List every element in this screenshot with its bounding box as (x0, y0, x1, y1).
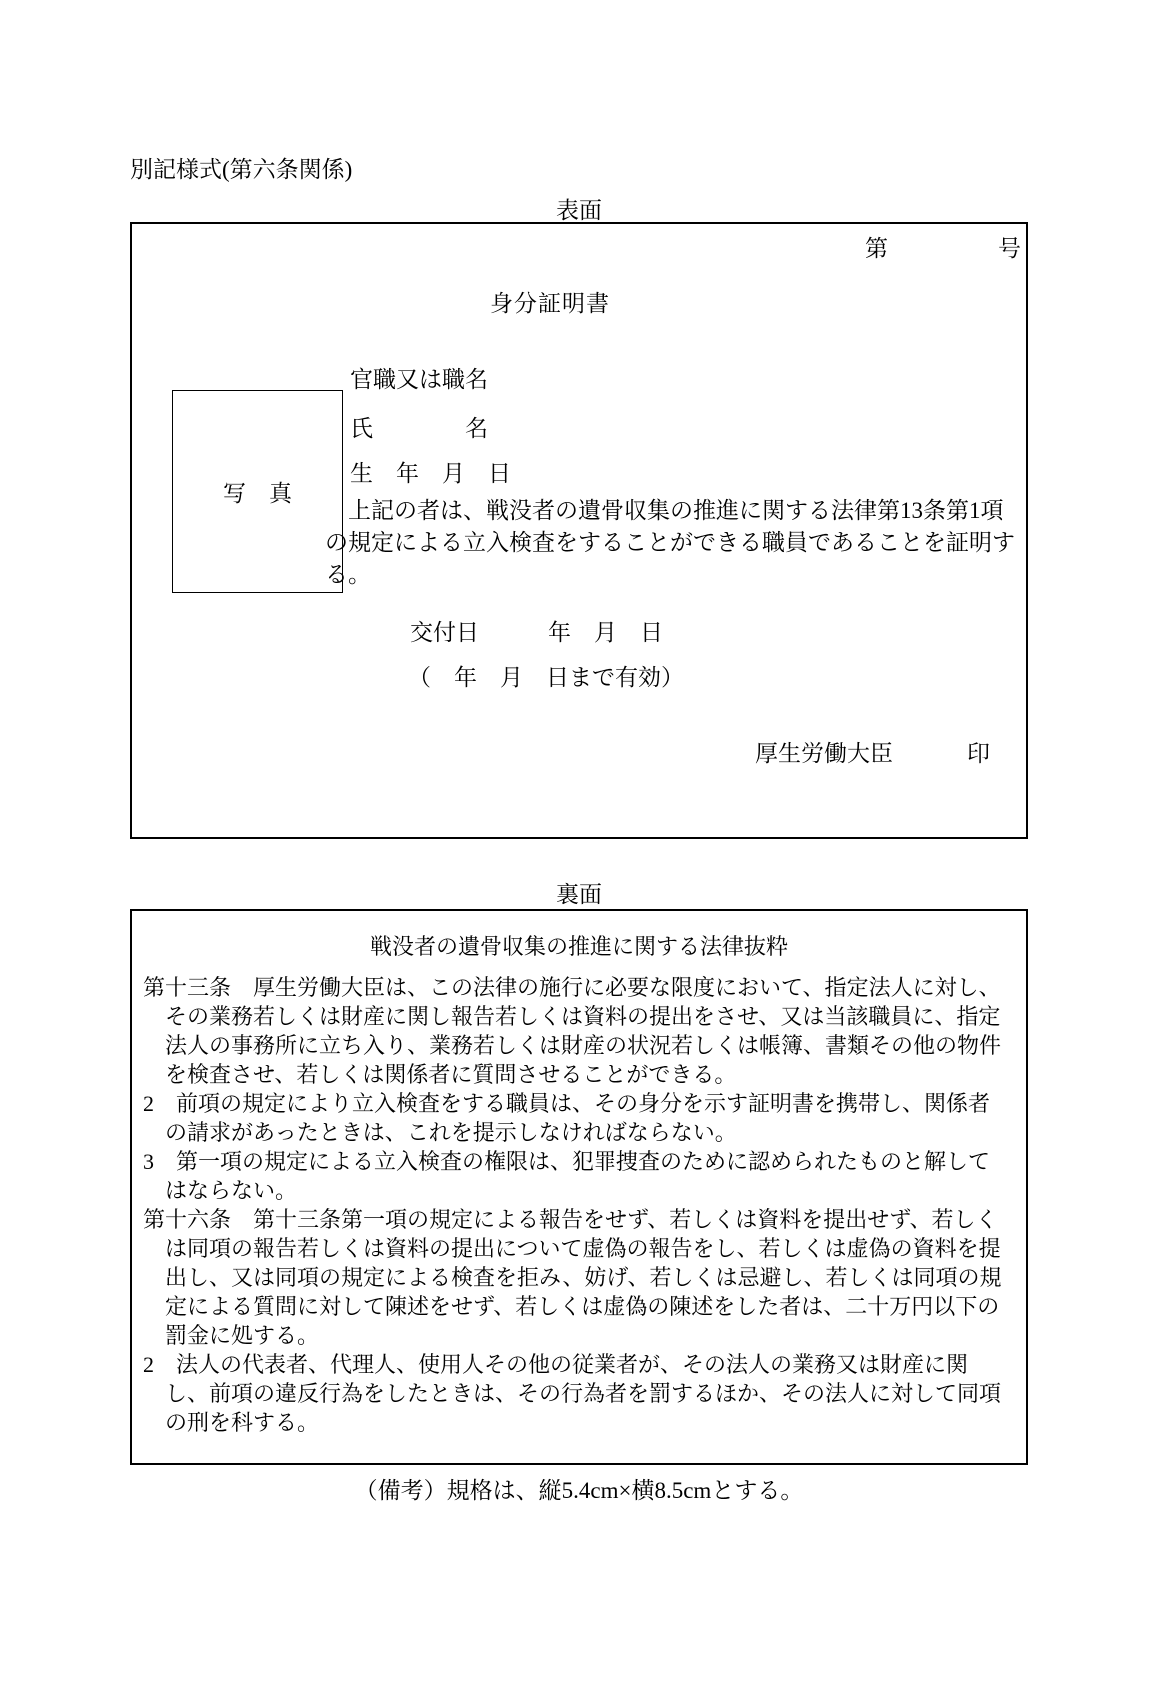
law-line: し、前項の違反行為をしたときは、その行為者を罰するほか、その法人に対して同項 (165, 1381, 1002, 1406)
issue-date-line: 交付日 年 月 日 (410, 620, 663, 645)
form-style-label: 別記様式(第六条関係) (130, 157, 353, 182)
law-excerpt-title: 戦没者の遺骨収集の推進に関する法律抜粋 (369, 934, 788, 959)
law-line: その業務若しくは財産に関し報告若しくは資料の提出をさせ、又は当該職員に、指定 (165, 1004, 1001, 1029)
law-line: の刑を科する。 (165, 1410, 320, 1435)
law-line: はならない。 (165, 1178, 298, 1203)
photo-box (172, 390, 343, 593)
birthdate-label: 生 年 月 日 (350, 461, 511, 486)
certification-line-3: る。 (325, 562, 371, 587)
certification-line-2: の規定による立入検査をすることができる職員であることを証明す (325, 530, 1015, 555)
law-line: 3 第一項の規定による立入検査の権限は、犯罪捜査のために認められたものと解して (143, 1149, 991, 1174)
law-line: 出し、又は同項の規定による検査を拒み、妨げ、若しくは忌避し、若しくは同項の規 (165, 1265, 1002, 1290)
back-card (130, 909, 1028, 1465)
law-line: 定による質問に対して陳述をせず、若しくは虚偽の陳述をした者は、二十万円以下の (165, 1294, 1000, 1319)
front-card (130, 222, 1028, 839)
law-line: 罰金に処する。 (165, 1323, 320, 1348)
official-position-label: 官職又は職名 (350, 367, 488, 392)
official-seal-label: 印 (967, 741, 990, 766)
front-side-label: 表面 (556, 198, 602, 223)
law-line: は同項の報告若しくは資料の提出について虚偽の報告をし、若しくは虚偽の資料を提 (165, 1236, 1001, 1261)
law-line: を検査させ、若しくは関係者に質問させることができる。 (165, 1062, 737, 1087)
law-line: 2 前項の規定により立入検査をする職員は、その身分を示す証明書を携帯し、関係者 (143, 1091, 991, 1116)
certificate-number-prefix: 第 (865, 236, 888, 261)
certificate-title: 身分証明書 (490, 291, 610, 316)
minister-signature-label: 厚生労働大臣 (755, 741, 893, 766)
law-line: 2 法人の代表者、代理人、使用人その他の従業者が、その法人の業務又は財産に関 (143, 1352, 969, 1377)
certification-line-1: 上記の者は、戦没者の遺骨収集の推進に関する法律第13条第1項 (325, 498, 1004, 523)
certificate-number-suffix: 号 (998, 236, 1021, 261)
law-line: 法人の事務所に立ち入り、業務若しくは財産の状況若しくは帳簿、書類その他の物件 (165, 1033, 1002, 1058)
back-side-label: 裏面 (556, 882, 602, 907)
certification-paragraph (325, 495, 1015, 591)
law-line: の請求があったときは、これを提示しなければならない。 (165, 1120, 737, 1145)
remarks-note: （備考）規格は、縦5.4cm×横8.5cmとする。 (354, 1478, 804, 1503)
law-excerpt-text (143, 973, 1001, 1437)
validity-period-line: （ 年 月 日まで有効） (408, 665, 684, 690)
name-label: 氏 名 (350, 416, 488, 441)
law-line: 第十六条 第十三条第一項の規定による報告をせず、若しくは資料を提出せず、若しく (143, 1207, 998, 1232)
law-line: 第十三条 厚生労働大臣は、この法律の施行に必要な限度において、指定法人に対し、 (143, 975, 1001, 1000)
photo-placeholder-label: 写 真 (223, 481, 292, 506)
